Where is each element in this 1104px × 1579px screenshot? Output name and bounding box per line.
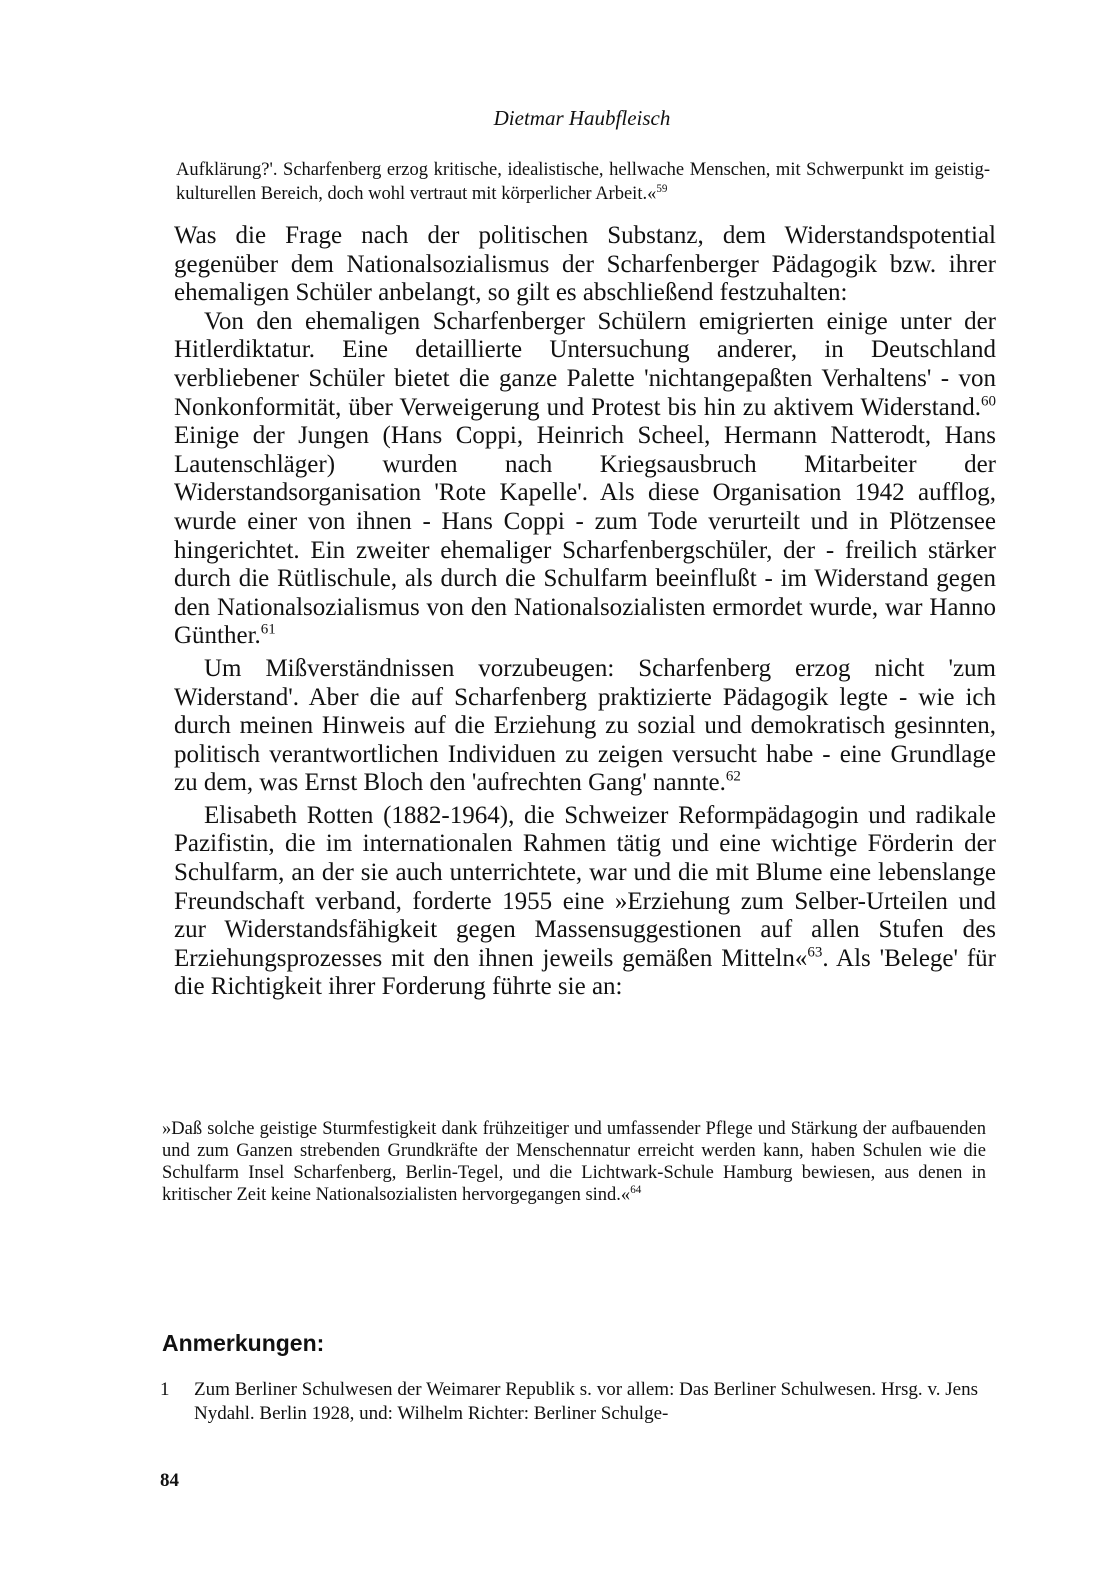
paragraph-4-part-a: Elisabeth Rotten (1882-1964), die Schweizer Reformpädagogin und radikale Pazifistin, die im internationalen Rahmen tätig und eine wichtige Förderin der Schulfarm, an der sie auch unterrichtete, war und die mit Blume eine lebenslange Freundschaft verband, forderte 1955 eine »Erziehung zum Selber-Urteilen und zur Widerstandsfähigkeit gegen Massensuggestionen auf allen Stufen des Erziehungsprozesses mit den ihnen jeweils gemäßen Mitteln«	[174, 801, 996, 972]
paragraph-2	[174, 308, 996, 651]
paragraph-3-text: Um Mißverständnissen vorzubeugen: Scharfenberg erzog nicht 'zum Widerstand'. Aber die auf Scharfenberg praktizierte Pädagogik legte - wie ich durch meinen Hinweis auf die Erziehung zu sozial und demokratisch gesinnten, politisch verantwortlichen Individuen zu zeigen versucht habe - eine Grundlage zu dem, was Ernst Bloch den 'aufrechten Gang' nannte.	[174, 654, 996, 797]
paragraph-2-part-b: Einige der Jungen (Hans Coppi, Heinrich Scheel, Hermann Natterodt, Hans Lautenschläger) wurden nach Kriegsausbruch Mitarbeiter der Widerstandsorganisation 'Rote Kapelle'. Als diese Organisation 1942 aufflog, wurde einer von ihnen - Hans Coppi - zum Tode verurteilt und in Plötzensee hingerichtet. Ein zweiter ehemaliger Scharfenbergschüler, der - freilich stärker durch die Rütlischule, als durch die Schulfarm beeinflußt - im Widerstand gegen den Nationalsozialismus von den Nationalsozialisten ermordet wurde, war Hanno Günther.	[174, 422, 996, 650]
page-number: 84	[160, 1470, 179, 1491]
note-number: 1	[160, 1379, 170, 1400]
block-quotation-text: »Daß solche geistige Sturmfestigkeit dank frühzeitiger und umfassender Pflege und Stärkung der aufbauenden und zum Ganzen strebenden Grundkräfte der Menschennatur erreicht werden kann, haben Schulen wie die Schulfarm Insel Scharfenberg, Berlin-Tegel, und die Lichtwark-Schule Hamburg bewiesen, aus denen in kritischer Zeit keine Nationalsozialisten hervorgegangen sind.«	[162, 1119, 986, 1205]
continued-quotation	[176, 158, 990, 206]
block-quotation	[162, 1118, 986, 1206]
footnote-ref: 60	[981, 393, 996, 410]
note-item	[160, 1378, 978, 1426]
footnote-ref: 63	[807, 944, 823, 961]
paragraph-4-part-b: . Als 'Belege' für die Richtigkeit ihrer Forderung führte sie an:	[174, 944, 996, 1001]
quotation-text: Aufklärung?'. Scharfenberg erzog kritische, idealistische, hellwache Menschen, mit Schwerpunkt im geistig-kulturellen Bereich, doch wohl vertraut mit körperlicher Arbeit.«	[176, 160, 990, 204]
paragraph-4	[174, 802, 996, 1002]
notes-heading: Anmerkungen:	[162, 1330, 325, 1356]
footnote-ref: 62	[725, 768, 741, 785]
footnote-ref: 59	[656, 182, 668, 195]
paragraph-2-part-a: Von den ehemaligen Scharfenberger Schülern emigrierten einige unter der Hitlerdiktatur. Eine detaillierte Untersuchung anderer, in Deutschland verbliebener Schüler bietet die ganze Palette 'nichtangepaßten Verhaltens' - von Nonkonformität, über Verweigerung und Protest bis hin zu aktivem Widerstand.	[174, 307, 996, 421]
footnote-ref: 64	[630, 1183, 642, 1196]
note-text: Zum Berliner Schulwesen der Weimarer Republik s. vor allem: Das Berliner Schulwesen. Hrsg. v. Jens Nydahl. Berlin 1928, und: Wilhelm Richter: Berliner Schulge-	[194, 1379, 978, 1424]
paragraph-1: Was die Frage nach der politischen Substanz, dem Widerstandspotential gegenüber dem Nationalsozialismus der Scharfenberger Pädagogik bzw. ihrer ehemaligen Schüler anbelangt, so gilt es abschließend festzuhalten:	[174, 222, 996, 307]
body-text	[174, 222, 996, 1002]
footnote-ref: 61	[260, 621, 276, 638]
paragraph-3	[174, 655, 996, 798]
running-header-author: Dietmar Haubfleisch	[493, 106, 671, 130]
